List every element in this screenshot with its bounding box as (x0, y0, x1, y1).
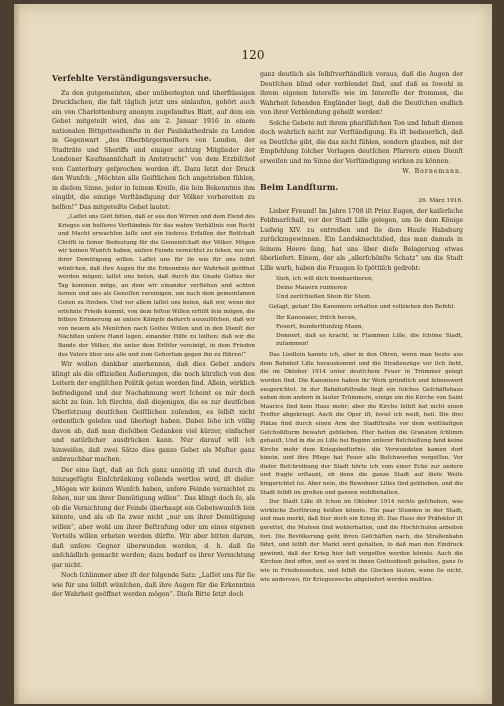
paragraph: Geſagt, getan! Die Kanoniere erhalten und vollziehen den Befehl: (269, 304, 455, 311)
author-signature: W. Bornemann. (402, 168, 463, 175)
quoted-prayer: „Laſſet uns Gott bitten, daß er aus den Wirren und dem Elend des Krieges ein beſſeres Verſtändnis für das wahre Verhältnis von Recht und Macht erwachſen laſſe und ein tieferes Erfaſſen der Botſchaft Chriſti in ſeiner Bedeutung für die Gemeinſchaft der Völker. Mögen wir keinen Wunſch haben, unſere Feinde vernichtet zu ſehen, nur um ihrer Demütigung willen. Laſſet uns für ſie wie für uns ſelbſt wünſchen, daß ihre Augen für die Erkenntnis der Wahrheit geöffnet werden mögen; laſſet uns beten, daß durch die Gnade Gottes der Tag kommen möge, an dem wir einander verſtehen und achten lernen und uns als Genoſſen vereinigen, um nach dem gemeinſamen Guten zu ſtreben. Und vor allem laſſet uns beten, daß wir, wenn der erſehnte Friede kommt, von dem feſten Willen erfüllt ſein mögen, die bittere Erinnerung an unſere Kämpfe dadurch auszulöſchen, daß wir von neuem als Menſchen nach Gottes Willen und in den Dienſt der Nächſten unſere Hand legen, einander Hilfe zu leiſten; daß wir die Bande der Völker, die unter dem Erlöſer vereinigt, in dem Frieden des Vaters über uns alle und zum Gehorſam gegen ihn zu führen!“ (58, 214, 255, 358)
book-page (14, 4, 492, 704)
poem-block (276, 314, 463, 349)
poem-line: Und zerſchießen Stein für Stein. (276, 293, 372, 300)
paragraph: Der eine ſagt, daß an ſich ganz unnötig iſt und durch die hinzugefügte Einſchränkung vollends wertlos wird, iſt dieſer: „Mögen wir keinen Wunſch haben, unſere Feinde vernichtet zu ſehen, nur um ihrer Demütigung willen“. Das klingt doch ſo, als ob die Vernichtung der Feinde überhaupt ein Gebetswunſch ſein könnte, und als ob ſie zwar nicht „nur um ihrer Demütigung willen“, aber wohl um ihrer Beſtrafung oder um eines eigenen Vorteils willen erbeten werden dürfte. Wir aber bitten darum, daß unſere Gegner überwunden werden, d. h. daß ſie unſchädlich gemacht werden; dazu bedarf es ihrer Vernichtung gar nicht. (52, 466, 255, 569)
paragraph: Das Liedlein kannte ich, aber in den Ohren, wenn man heute aus dem Bahnhof Lille herauskommt und die Straßenzüge vor ſich ſieht, die im Oktober 1914 unter deutſchem Feuer in Trümmer gelegt worden ſind. Die Kanoniere haben ihr Werk gründlich und ſehenswert ausgerichtet. In der Bahnhofsſtraße liegt ein ſolches Geſchäftshaus neben dem andern in lauter Trümmern, einige um die Kirche von Saint Maurice ſind kein Haus mehr; aber die Kirche ſelbſt hat nicht einen Treffer abgekriegt. Auch die Oper iſt, ſoviel ich weiß, heil. Die drei Plätze find durch einen Arm der Stadtſtraße vor dem weitläufigen Geſchoßſturm bewahrt geblieben. Hier hatten die Granaten ſchlimm gehauſt. Und in die zu Lille bei Beginn unſerer Beſchießung fand keine Kirche mehr dem Kriegsbedürfnis, die Verwundeten kamen dort hinein, und ihre Pflege hat Feuer alle Beſchwerden vergeſſen. Vor dieſer Beſchreibung der Stadt hörte ich vom einer Ecke zur andern und fragte erſtaunt, ob denn die ganze Stadt auf dieſe Weiſe hingerichtet ſei. Aber nein, die Bewohner Lilles ſind geblieben, und die Stadt ſelbſt im großen und ganzen wohlbehalten. (260, 352, 463, 496)
left-column (52, 70, 255, 690)
page-shadow-edge (14, 4, 20, 704)
poem-line: Deine Mauern ruinieren (276, 284, 348, 291)
article-headline-verstaendigung: Verfehlte Verständigungsversuche. (52, 73, 212, 83)
poem-line: Ihr Kanonaier, friſch heran, (276, 314, 357, 321)
poem-line: Feuert, hundertfunfzig Mann, (276, 323, 364, 330)
right-column (260, 70, 463, 690)
paragraph: Der Stadt Lille iſt ſchon im Oktober 1914 nichts geſchehen, was wirkliche Zerſtörung heißen könnte. Ein paar Stunden in der Stadt, und man merkt, daß hier doch ein Krieg iſt. Das Haus der Präfektur iſt gerettet, die Muſeen ſind wohlerhalten, und die Hochſchulen arbeiten fort. Die Bevölkerung geht ihren Geſchäften nach, die Straßenbahn fährt, und ſelbſt der Markt wird gehalten, ſo daß man den Eindruck gewinnt, daß der Krieg hier faſt vergeſſen werden könnte. Auch die Kirchen ſind offen, und es wird in ihnen Gottesdienſt gehalten, ganz ſo wie in Friedenszeiten, und ſelbſt die Glocken läuten, wenn ſie nicht, wie anderswo, für Kriegszwecke abgeliefert werden mußten. (260, 499, 463, 583)
poem-line: Donnert, daß es kracht, in Flammen Lille, die ſchöne Stadt, zuſammen! (276, 332, 463, 348)
paragraph: ganz deutlich als ſelbſtverſtändlich voraus, daß die Augen der Deutſchen blind oder verblendet ſind, und daß es ſowohl in ihrem eigenen Intereſſe wie im Intereſſe der frommen, die Wahrheit ſehenden Engländer liegt, daß die Deutſchen endlich von ihrer Verblendung geheilt werden! (260, 71, 463, 116)
paragraph: Solche Gebete mit ihrem phariſäiſchen Ton und Inhalt dienen doch wahrlich nicht zur Verſtändigung. Es iſt bedauerlich, daß es Deutſche gibt, die das nicht fühlen, sondern glauben, mit der Empfehlung ſolcher Vorlagen deutſchen Pfarrern einen Dienſt erweiſen und im Sinne der Verſtändigung wirken zu können. (260, 119, 463, 165)
article-headline-landsturm: Beim Landſturm. (260, 181, 339, 192)
dateline: 26. März 1916. (418, 198, 463, 204)
page-number: 120 (241, 48, 265, 62)
poem-line: Sieh, ich will dich bombardieren, (276, 276, 374, 282)
paragraph: Wir wollen dankbar anerkennen, daß dies Gebet anders klingt als die offiziellen Äußerungen, die noch kürzlich von den Leitern der engliſchen Politik getan worden ſind. Allein, wirklich befriedigend und der Nachahmung wert ſcheint es mir doch nicht zu ſein. Ich fürchte, daß diejenigen, die es zur deutſchen Überſetzung deutſchen Geiſtlichen zuſenden, es ſelbſt nicht ordentlich geleſen und überlegt haben. Dabei ſehe ich völlig davon ab, daß man dieſelben Gedanken viel kürzer, einfacher und natürlicher ausdrücken kann. Nur darauf will ich hinweiſen, daß zwei Sätze dies ganze Gebet als Muſter ganz unbrauchbar machen. (52, 361, 255, 464)
paragraph: Lieber Freund! Im Jahre 1708 iſt Prinz Eugen, der kaiſerliche Feldmarſchall, vor der Stadt Lille gelegen, um ſie dem Könige Ludwig XIV. zu entreißen und ſie dem Hauſe Habsburg zurückzugewinnen. Ein Landsknechtslied, das man damals in ſeinem Heere ſang, hat uns über dieſe Belagerung etwas überliefert. Einem, der als „allerſchönſte Schatz“ um die Stadt Lille warb, haben die Fraugen ſo ſpöttiſch gedroht: (260, 207, 463, 272)
paragraph: Zu den gutgemeinten, aber unüberlegten und überflüssigen Druckſachen, die faſt täglich jetzt uns einlaufen, gehört auch ein von Charlottenburg anonym zugeſandtes Blatt, auf dem ein Gebet mitgeteilt wird, das am 2. Januar 1916 in einem nationalen Bittgottesdienſte in der Paulskathedrale zu London in Gegenwart „des Oberbürgermeiſters von London, der Stadträte und Sheriffs und einiger achtzig Mitglieder der Londoner Kaufmannſchaft in Amtstracht“ von dem Erzbiſchof von Canterbury geſprochen worden iſt. Dazu ſetzt der Druck den Wunſch: „Möchten alle Geiſtlichen ſich angetrieben fühlen, in dieſem Sinne, jeder in ſeinem Kreiſe, die ſein Bekenntnis ihm eingibt, die einzige Verſtändigung der Völker vorbereiten zu helfen!“ Das mitgeteilte Gebet lautet: (52, 89, 255, 211)
poem-block (276, 275, 463, 301)
paragraph: Noch ſchlimmer aber iſt der folgende Satz: „Laſſet uns für ſie wie für uns ſelbſt wünſchen, daß ihre Augen für die Erkenntnis der Wahrheit geöffnet werden mögen“. Dieſe Bitte ſetzt doch (52, 572, 255, 599)
